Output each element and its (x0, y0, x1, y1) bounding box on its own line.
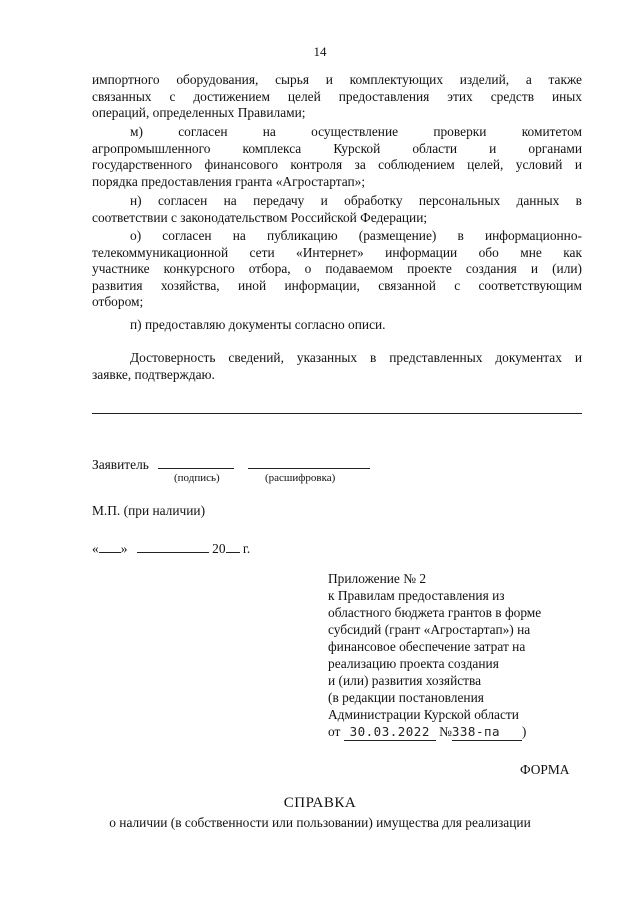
appendix-line: субсидий (грант «Агростартап») на (328, 622, 531, 637)
day-blank[interactable] (99, 540, 121, 553)
date-row (92, 540, 250, 557)
applicant-signature-row (92, 456, 370, 473)
document-title: СПРАВКА (283, 795, 357, 811)
decree-number-field (452, 723, 522, 741)
text-line: импортного оборудования, сырья и комплектующих изделий, а также (92, 72, 582, 87)
appendix-line: реализацию проекта создания (328, 656, 499, 671)
applicant-label: Заявитель (92, 457, 149, 472)
confirmation-paragraph (92, 350, 582, 383)
text-line: п) предоставляю документы согласно описи. (130, 317, 386, 332)
from-label: от (328, 724, 341, 739)
year-blank[interactable] (226, 540, 240, 553)
decoding-caption: (расшифровка) (265, 472, 336, 484)
form-label: ФОРМА (520, 762, 570, 777)
text-line: соответствии с законодательством Российской Федерации; (92, 209, 428, 225)
text-line: о) согласен на публикацию (размещение) в информационно- (130, 228, 582, 243)
appendix-line: Приложение № 2 (328, 571, 427, 586)
stamp-label: М.П. (при наличии) (92, 503, 206, 518)
signature-blank[interactable] (158, 456, 234, 469)
horizontal-divider (92, 413, 582, 414)
decree-reference (328, 723, 583, 741)
decoding-blank[interactable] (248, 456, 370, 469)
text-line: м) согласен на осуществление проверки комитетом (130, 124, 582, 139)
paragraph-continuation (92, 72, 582, 122)
text-line: порядка предоставления гранта «Агростартап»; (92, 173, 366, 189)
text-line: Достоверность сведений, указанных в представленных документах и (130, 350, 582, 365)
number-label: № (439, 724, 452, 739)
signature-caption: (подпись) (174, 472, 220, 484)
appendix-line: областного бюджета грантов в форме (328, 605, 542, 620)
appendix-line: к Правилам предоставления из (328, 588, 505, 603)
text-line: операций, определенных Правилами; (92, 105, 306, 120)
text-line: развития хозяйства, иной информации, связанной с соответствующим (92, 277, 582, 293)
decree-date: 30.03.2022 (349, 724, 430, 739)
close-paren: ) (521, 724, 527, 739)
text-line: телекоммуникационной сети «Интернет» информации обо мне как (92, 244, 582, 260)
text-line: н) согласен на передачу и обработку персональных данных в (130, 193, 582, 208)
text-line: агропромышленного комплекса Курской области и органами (92, 140, 582, 156)
text-line: участнике конкурсного отбора, о подаваемом проекте создания и (или) (92, 261, 582, 276)
item-m (92, 124, 582, 190)
appendix-line: и (или) развития хозяйства (328, 673, 482, 688)
page-number: 14 (313, 44, 327, 59)
appendix-line: финансовое обеспечение затрат на (328, 639, 526, 654)
text-line: государственного финансового контроля за соблюдением целей, условий и (92, 157, 582, 172)
item-o (92, 228, 582, 311)
month-blank[interactable] (137, 540, 209, 553)
close-quote: » (120, 541, 128, 556)
decree-date-field (344, 723, 436, 741)
text-line: связанных с достижением целей предоставления этих средств иных (92, 88, 582, 104)
appendix-line: (в редакции постановления (328, 690, 484, 705)
text-line: отбором; (92, 294, 144, 309)
item-p (92, 317, 582, 334)
year-suffix: г. (242, 541, 251, 556)
appendix-header (328, 570, 583, 741)
text-line: заявке, подтверждаю. (92, 366, 215, 382)
decree-number: 338-па (451, 724, 501, 739)
document-subtitle: о наличии (в собственности или пользовании) имущества для реализации (109, 815, 531, 830)
item-n (92, 193, 582, 226)
year-prefix: 20 (212, 541, 226, 556)
open-quote: « (92, 541, 99, 556)
appendix-line: Администрации Курской области (328, 707, 519, 722)
